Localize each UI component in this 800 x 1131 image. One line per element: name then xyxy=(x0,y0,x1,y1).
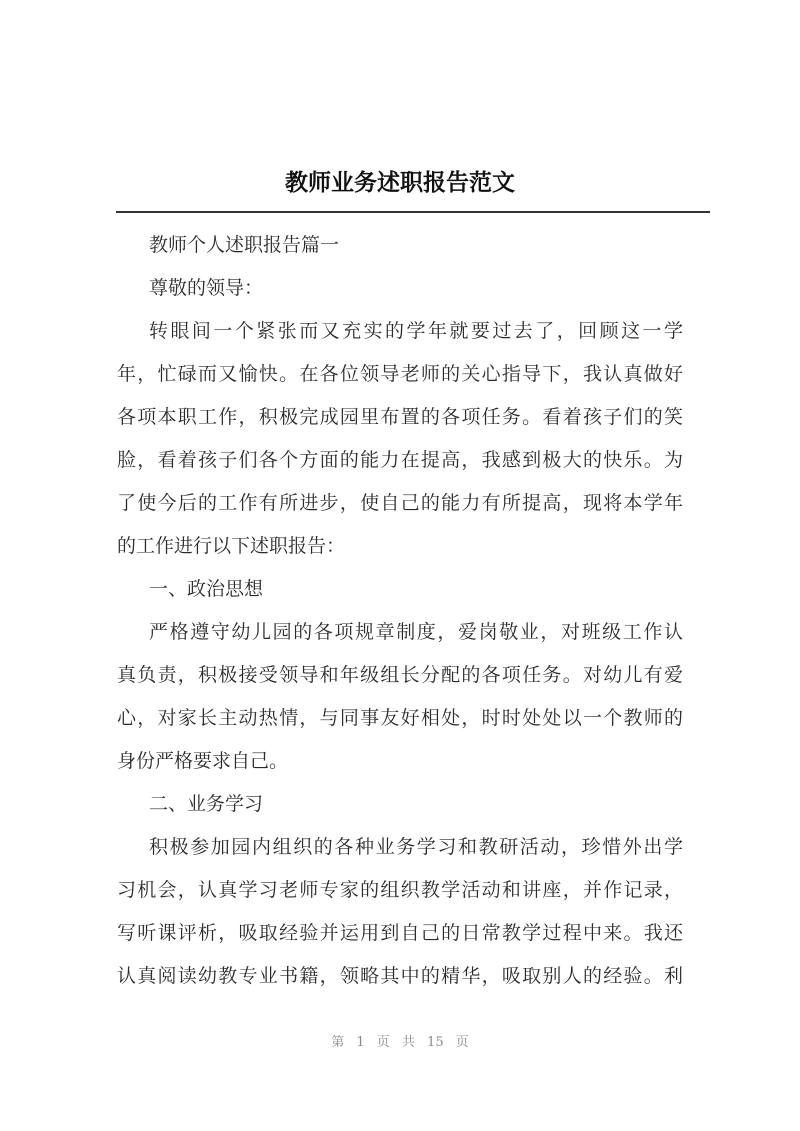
text-line: 认真阅读幼教专业书籍，领略其中的精华，吸取别人的经验。利 xyxy=(117,965,683,987)
text-line: 真负责，积极接受领导和年级组长分配的各项任务。对幼儿有爱 xyxy=(117,664,683,686)
document-body xyxy=(117,228,683,1002)
document-title: 教师业务述职报告范文 xyxy=(285,170,515,196)
text-line: 教师个人述职报告篇一 xyxy=(149,234,340,256)
text-line: 身份严格要求自己。 xyxy=(117,750,289,772)
text-line: 转眼间一个紧张而又充实的学年就要过去了，回顾这一学 xyxy=(149,320,683,342)
text-line: 二、业务学习 xyxy=(149,793,264,815)
text-line: 一、政治思想 xyxy=(149,578,264,600)
text-line: 了使今后的工作有所进步，使自己的能力有所提高，现将本学年 xyxy=(117,492,683,514)
text-line: 的工作进行以下述职报告： xyxy=(117,535,346,557)
text-line: 写听课评析，吸取经验并运用到自己的日常教学过程中来。我还 xyxy=(117,922,683,944)
text-line: 各项本职工作，积极完成园里布置的各项任务。看着孩子们的笑 xyxy=(117,406,683,428)
text-line: 年，忙碌而又愉快。在各位领导老师的关心指导下，我认真做好 xyxy=(117,363,683,385)
page-footer: 第 1 页 共 15 页 xyxy=(331,1035,469,1050)
text-line: 积极参加园内组织的各种业务学习和教研活动，珍惜外出学 xyxy=(149,836,683,858)
text-line: 尊敬的领导： xyxy=(149,277,264,299)
text-line: 严格遵守幼儿园的各项规章制度，爱岗敬业，对班级工作认 xyxy=(149,621,683,643)
text-line: 脸，看着孩子们各个方面的能力在提高，我感到极大的快乐。为 xyxy=(117,449,683,471)
text-line: 习机会，认真学习老师专家的组织教学活动和讲座，并作记录， xyxy=(117,879,683,901)
text-line: 心，对家长主动热情，与同事友好相处，时时处处以一个教师的 xyxy=(117,707,683,729)
title-divider xyxy=(116,211,710,213)
